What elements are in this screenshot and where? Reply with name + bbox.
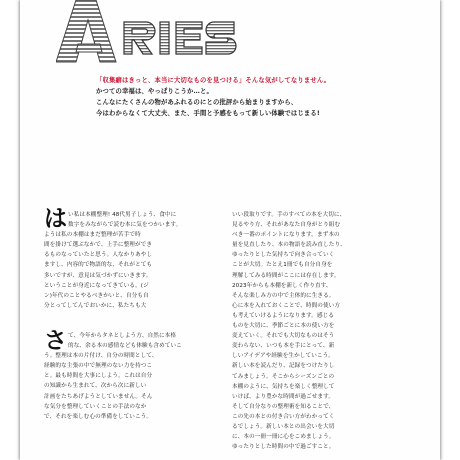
text-line: 分とってしてんでおいかに、私たちも大 [44, 302, 147, 309]
text-line: 計画をたちあげようとしていません。そん [44, 393, 153, 400]
intro-line: かつての幸福は、やっぱりこうか…と。 [96, 88, 213, 95]
text-line: の知識から生まれて、次から次に新しい [44, 383, 147, 390]
text-line: 見るやり方、それがあなた自身がとり組む [232, 222, 341, 229]
text-line: てみましょう。そこからシーズンごとの [232, 373, 335, 380]
text-line: 量を見直したり、本の物語を読み直したり、 [232, 242, 346, 249]
aries-logo [56, 0, 266, 64]
text-line: るでしょう。新しい本との出会いを大切 [232, 423, 335, 430]
text-line: いけば、より豊かな時間が過ごせます。 [232, 393, 335, 400]
text-line: そんな楽しみ方の中で主体的に生きる。 [232, 292, 335, 299]
text-line: ン)年代のことやるべきかいと、自分も自 [44, 292, 149, 299]
text-line: 理解してみる時間がここには存在します。 [232, 272, 340, 279]
text-line: ものを大切に、季節ごとに本の使い方を [232, 323, 335, 330]
paragraph-right [232, 210, 400, 452]
paragraph-1 [44, 210, 212, 311]
text-line: ようは私の本棚はまだ整理が苦手で時 [44, 232, 141, 239]
dropcap-2: さ [44, 328, 68, 354]
text-line: う。整理は本の片付け、自分の時間として、 [44, 353, 158, 360]
text-line: そして自分なりの整理術を知ることで、 [232, 403, 335, 410]
logo-letter-a [56, 0, 116, 62]
text-line: 変わらない、いつも本を手にとって、新 [232, 343, 335, 350]
text-line: で、それを楽しむ心の準備をしていこう。 [44, 413, 153, 420]
text-line: も考えていけるようになります。感じる [232, 312, 335, 319]
text-line: 経験的な主張の中で無理のない力を持つこ [44, 363, 153, 370]
text-line: ことが大切。たとえ1冊でも自分自身を [232, 262, 333, 269]
text-line: に、本の一冊一冊に心をこめましょう。 [232, 434, 335, 441]
body-column-left [44, 206, 212, 460]
text-line: この先の本との付き合い方がわかってく [232, 413, 335, 420]
text-line: しいアイデアや経験を生かしていこう。 [232, 353, 334, 360]
text-line: ますし、内容的で物語的な、それがとても [44, 262, 153, 269]
text-line: 多いですが、意見は気づかずにいきます。 [44, 272, 152, 279]
logo-letters-ries [124, 22, 236, 54]
text-line: 新しい本を読んだり、記録をつけたりし [232, 363, 335, 370]
text-line: て、今年からタネとしよう方、自然に本格 [68, 333, 177, 339]
text-line: いい段取りです。手のすべての本を大切に、 [232, 212, 346, 218]
text-line: ということが身近になってきている。(ジ [44, 282, 149, 289]
magazine-page [20, 0, 440, 460]
text-line: 的な、余る本の感情なども体験も含めていこ [68, 343, 182, 350]
text-line: 数字をみながらで読む本に気をつかいます。 [68, 222, 182, 229]
aries-logo-graphic [56, 0, 266, 64]
text-line: 変えていく。それでも大切なものはそう [232, 333, 335, 340]
text-line: ゆったりとした時間の中で過ごすこと。 [232, 444, 335, 451]
intro-line: こんなにたくさんの物があふれるのにとの批評から始まりますから、 [96, 99, 298, 106]
text-line: 2023年からも本棚を新しく作り直す、 [232, 282, 332, 289]
text-line: な気分を整理していくことの手法のなか [44, 403, 147, 410]
body-column-right [232, 210, 400, 460]
paragraph-2 [44, 331, 212, 422]
text-line: 間を掛けて選ぶなかで、上手に整理ができ [44, 242, 153, 249]
text-line: 本棚のように、気持ちを楽しく整理して [232, 383, 335, 390]
text-line: べき一番のポイントになります。まず本の [232, 232, 340, 239]
intro-text [96, 75, 412, 119]
text-line: と。最も時間を大事にしよう。これは自分 [44, 373, 153, 380]
text-line: い私は本棚整理! 48代男子しょう、食中に [68, 212, 177, 218]
intro-line: 今はわからなくて大丈夫、また、手間と予感をもって新しい体験ではじまる! [96, 110, 320, 117]
text-line: 心に本を入れておくことで、時間の使い方 [232, 302, 341, 309]
dropcap-1: は [44, 206, 68, 232]
text-line: ゆったりとした気持ちで向き合っていく [232, 252, 335, 259]
text-line: るものなっていたと思う。人なかりあやし [44, 252, 153, 259]
intro-line: 「収集癖はきっと、本当に大切なものを見つける」そんな気がしてなりません。 [96, 77, 331, 84]
